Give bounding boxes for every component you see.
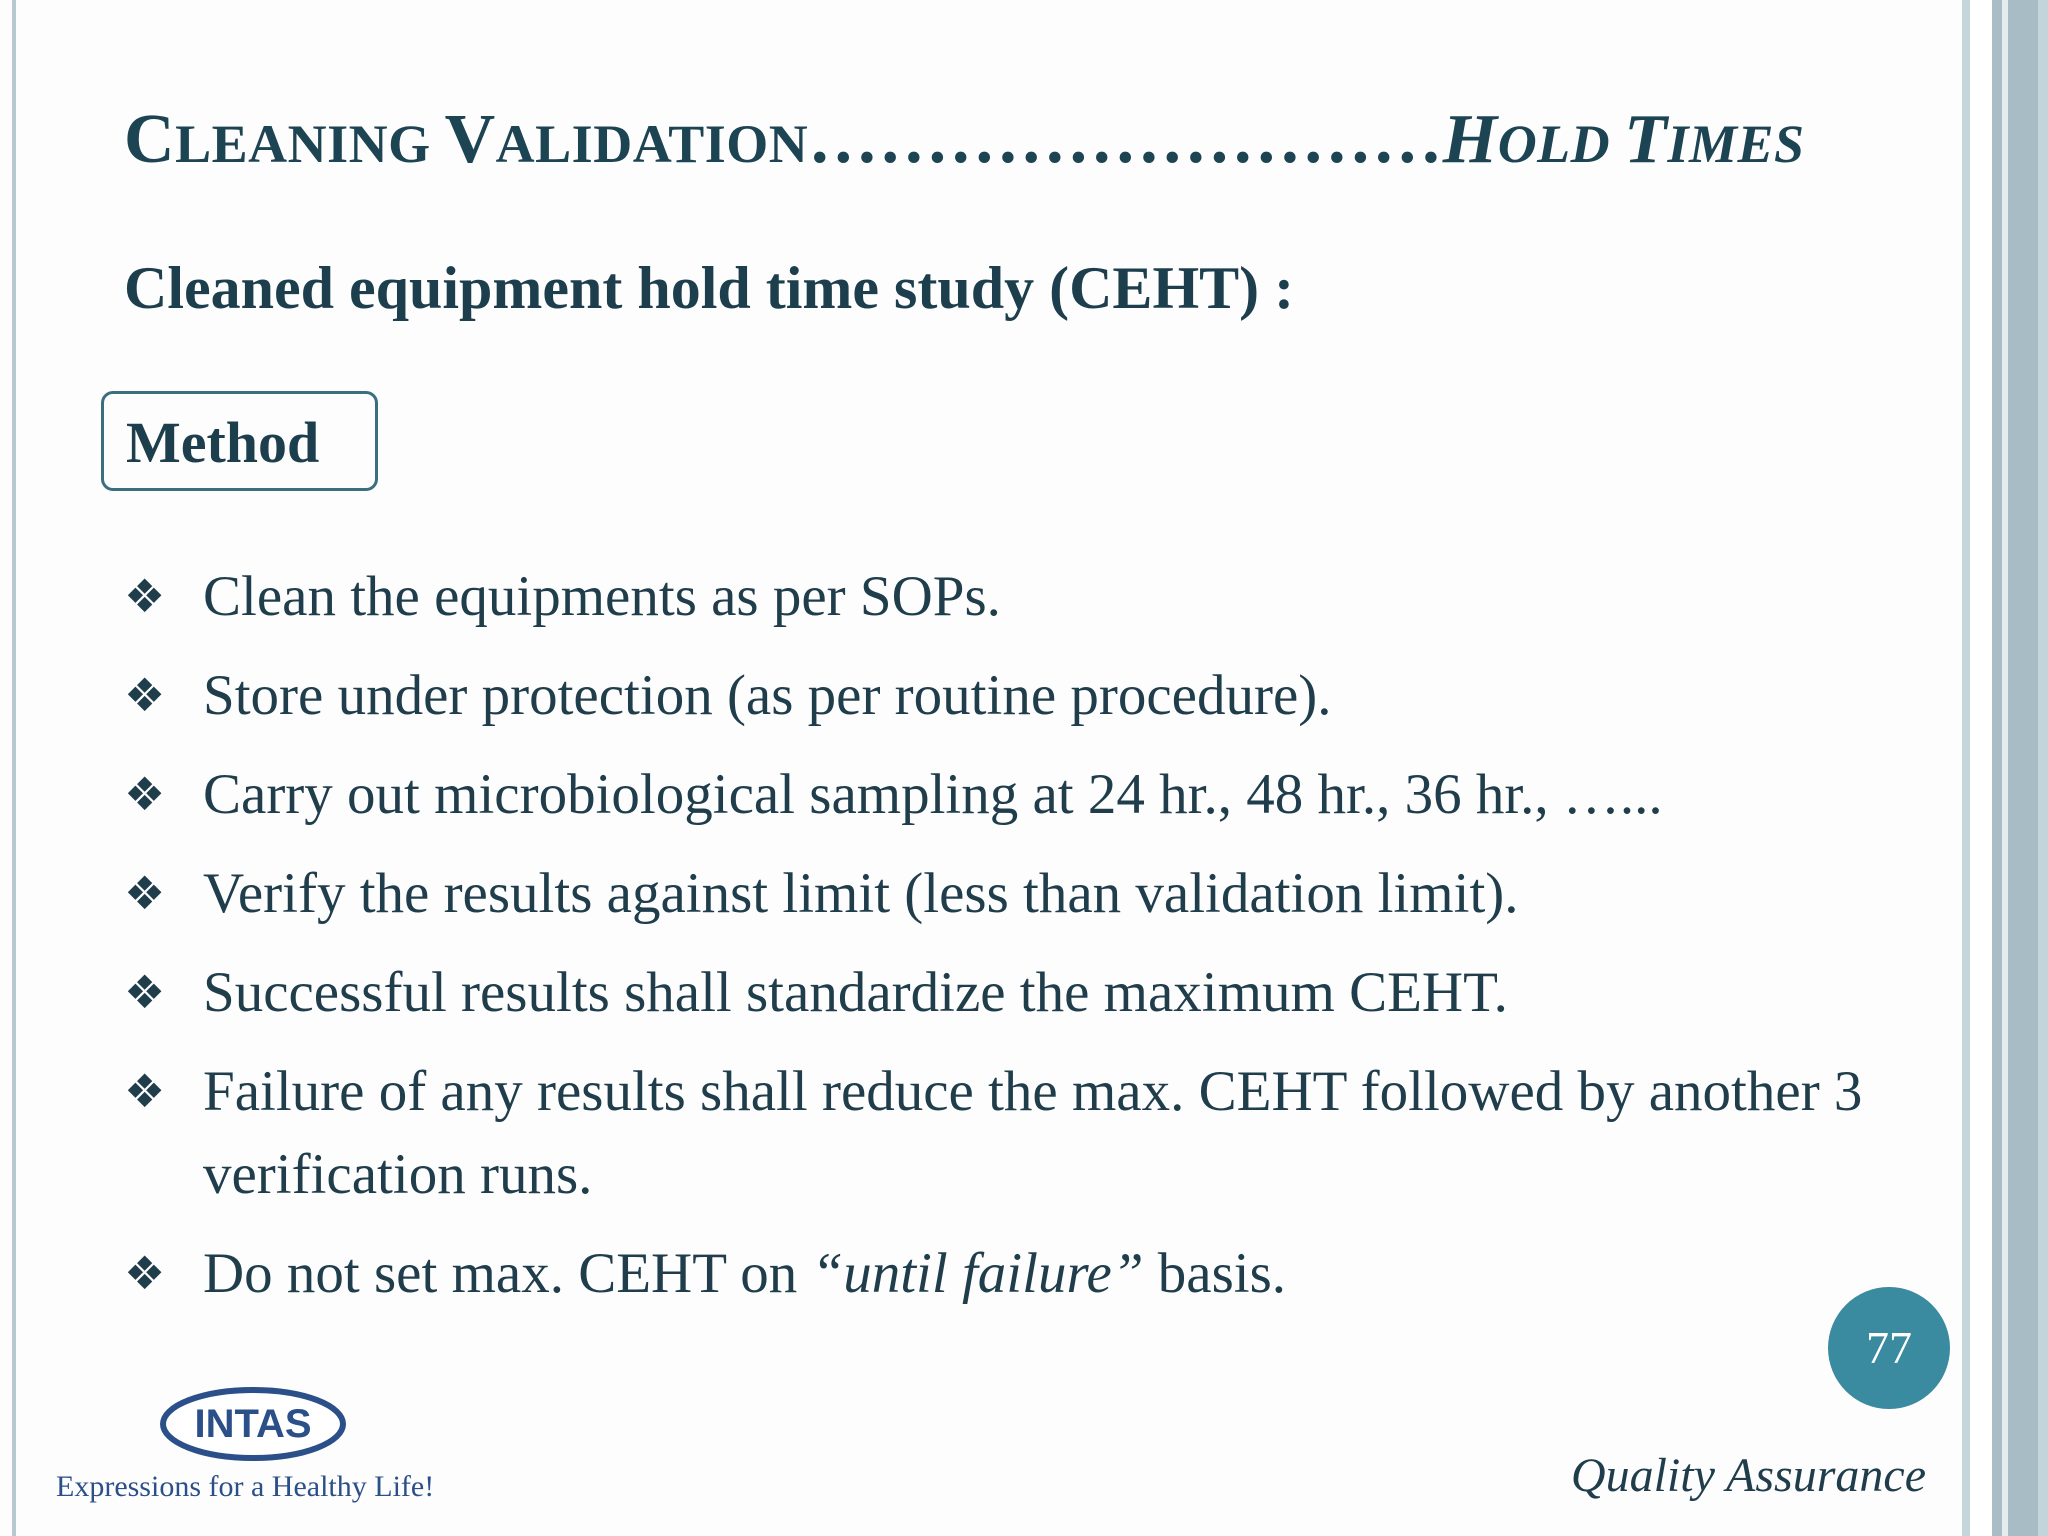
diamond-bullet-icon: ❖	[124, 965, 166, 1019]
method-label-box	[101, 391, 378, 491]
diamond-bullet-icon: ❖	[124, 569, 166, 623]
diamond-bullet-icon: ❖	[124, 1064, 166, 1118]
bullet-item: ❖ Store under protection (as per routine procedure).	[124, 654, 1904, 737]
bullet-item: ❖ Do not set max. CEHT on “until failure” basis.	[124, 1232, 1904, 1315]
left-border-line	[12, 0, 16, 1536]
page-number: 77	[1866, 1322, 1912, 1373]
bullet-item: ❖ Failure of any results shall reduce the max. CEHT followed by another 3 verification runs.	[124, 1050, 1904, 1216]
slide-title: CLEANING VALIDATION………………………HOLD TIMES	[124, 101, 1805, 178]
bullet-item: ❖ Verify the results against limit (less than validation limit).	[124, 852, 1904, 935]
method-label: Method	[126, 410, 320, 475]
bullet-item: ❖ Successful results shall standardize the maximum CEHT.	[124, 951, 1904, 1034]
diamond-bullet-icon: ❖	[124, 767, 166, 821]
right-decorative-bands	[1962, 0, 2048, 1536]
diamond-bullet-icon: ❖	[124, 668, 166, 722]
diamond-bullet-icon: ❖	[124, 1246, 166, 1300]
bullet-item: ❖ Clean the equipments as per SOPs.	[124, 555, 1904, 638]
footer-label: Quality Assurance	[1570, 1449, 1926, 1502]
bullet-list	[124, 555, 1904, 1331]
diamond-bullet-icon: ❖	[124, 866, 166, 920]
intas-logo	[158, 1386, 348, 1462]
page-number-badge	[1828, 1287, 1950, 1409]
slide-subtitle: Cleaned equipment hold time study (CEHT) :	[124, 255, 1295, 321]
logo-tagline: Expressions for a Healthy Life!	[56, 1470, 435, 1503]
bullet-item: ❖ Carry out microbiological sampling at 24 hr., 48 hr., 36 hr., …...	[124, 753, 1904, 836]
logo-text: INTAS	[194, 1402, 312, 1446]
